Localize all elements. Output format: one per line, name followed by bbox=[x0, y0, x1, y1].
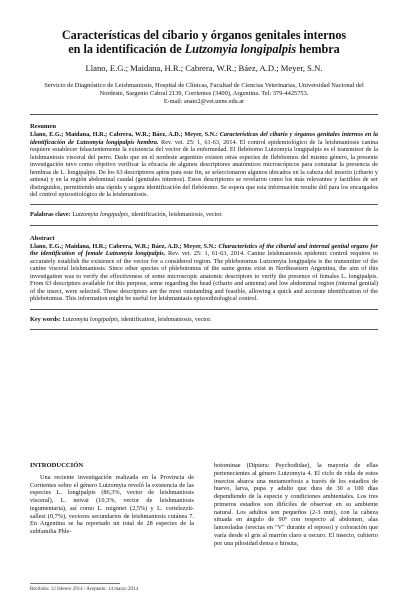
author-list: Llano, E.G.; Maidana, H.R.; Cabrera, W.R.; Báez, A.D.; Meyer, S.N. bbox=[85, 63, 323, 73]
body-columns bbox=[30, 462, 378, 547]
abstract-citation-title: Characteristics of the cibarial and internal genital organs for the identification of female Lutzomyia longipalpis. bbox=[30, 242, 378, 258]
affiliation: Servicio de Diagnóstico de Leishmaniosis, Hospital de Clínicas, Facultad de Ciencias Veterinarias, Universidad Nacional del Nordeste, Sargento Cabral 2139, Corrientes (3400), Argentina. Tel: 379-4425753. bbox=[44, 82, 364, 98]
resumen-heading: Resumen bbox=[30, 123, 57, 131]
footnote-rule bbox=[30, 583, 120, 584]
resumen-citation-authors: Llano, E.G.; Maidana, H.R.; Cabrera, W.R.; Báez, A.D.; Meyer, S.N.: bbox=[30, 131, 220, 139]
abstract-text bbox=[30, 243, 378, 303]
palabras-clave bbox=[30, 211, 378, 219]
key-words-label: Key words: bbox=[30, 315, 61, 323]
resumen-body: El control epidemiológico de la leishmaniosis canina requiere establecer fehacientemente la existencia del vector de la enfermedad. El flebótomo Lutzomyia longipalpis es el transmisor de la leishmaniosis visceral del perro. Dado que en el nordeste argentino existen otras especies de flebótomos del mismo género, la presente investigación tuvo como objetivo verificar la eficacia de algunos descriptores anatómicos microscópicos para constatar la presencia de hembras de L. longipalpis. De los 63 descriptores aptos para este fin, se seleccionaron algunos ubicados en la cabeza del insecto (cibario y antena) y en la región abdominal caudal (genitales internos). Estos descriptores se revelaron como los más relevantes y factibles de ser distinguidos, permitiendo una rápida y segura identificación del flebótomo. Se espera que esta información resulte útil para los encargados del control epizootiológico de la leishmaniosis. bbox=[30, 138, 378, 199]
right-column bbox=[214, 462, 378, 547]
intro-paragraph-right: botominae (Diptera: Psychodidae), la mayoria de ellas pertenecientes al género Lutzomyia 4. El ciclo de vida de estos insectos abarca una metamorfosis a través de los estadios de huevo, larva, pupa y adulto que dura de 30 a 100 días dependiendo de la especie y condiciones ambientales. Los tres primeros estadios son difíciles de observar en su ambiente natural. Los adultos son pequeños (2-3 mm), con la cabeza situada en ángulo de 90º con respecto al abdomen, alas lanceoladas (erectas en "V" durante el reposo) y coloración que varía desde el gris al marrón claro u oscuro. El insecto, cubierto por una pilosidad densa e hirsuta, bbox=[214, 462, 378, 547]
email-address[interactable]: E-mail: anato2@vet.unne.edu.ar bbox=[163, 98, 245, 106]
divider bbox=[30, 225, 378, 226]
title-line-2-suffix: hembra bbox=[296, 42, 340, 56]
key-words-species: Lutzomyia longipalpis bbox=[60, 315, 119, 323]
title-line-2-prefix: en la identificación de bbox=[68, 42, 185, 56]
intro-paragraph-left: Una reciente investigación realizada en la Provincia de Corrientes sobre el género Lutzomyia reveló la existencia de las especies L. longipalpis (86,3%, vector de leishmaniosis visceral), L. neivai (10,3%, vector de leishmaniosis tegumentaria), así como L. migonei (2,5%) y L. cortelezzii-sallesi (0,7%), vectores secundarios de leishmaniosis cutánea 7. En Argentina se ha reportado un total de 28 especies de la subfamilia Phle- bbox=[30, 473, 194, 535]
divider bbox=[30, 309, 378, 310]
abstract-heading: Abstract bbox=[30, 234, 55, 242]
abstract-citation-ref: Rev. vet. 25: 1, 61-63, 2014. bbox=[165, 250, 245, 258]
palabras-clave-rest: , identificación, leishmaniosis, vector. bbox=[128, 211, 223, 219]
divider bbox=[30, 204, 378, 205]
title-line-1: Características del cibario y órganos genitales internos bbox=[61, 28, 347, 42]
divider bbox=[30, 329, 378, 330]
received-accepted-note: Recibido: 12 febrero 2014 / Aceptado: 14 marzo 2014 bbox=[30, 587, 139, 592]
abstract-body: Canine leishmaniosis epidemic control requires to accurately establish the existence of the vector for a considered region. The phlebotomus Lutzomyia longipalpis is the transmitter of the canine visceral leishmaniosis. Since other species of phlebotomus of the same genus exist in Northeastern Argentina, the aim of this investigation was to verify the effectiveness of some microscopic anatomic descriptors to verify the presence of females L. longipalpis. From 63 descriptors available for this purpose, some regarding the head (cibario and antenna) and low abdominal region (internal genital) of the insect, were selected. These descriptors are the most outstanding and feasible, allowing a quick and accurate identification of the phlebotomus. This information might be useful for leishmaniasis epizoothiological control. bbox=[30, 250, 378, 303]
divider bbox=[30, 114, 378, 115]
abstract-citation-authors: Llano, E.G.; Maidana, H.R.; Cabrera, W.R.; Báez, A.D.; Meyer, S.N.: bbox=[30, 242, 219, 250]
intro-heading: INTRODUCCIÓN bbox=[30, 462, 84, 469]
resumen-citation-title: Características del cibario y órganos genitales internos en la identificación de Lutzomyia longipalpis hembra. bbox=[30, 131, 378, 146]
resumen-citation-ref: Rev. vet. 25: 1, 61-63, 2014. bbox=[158, 138, 238, 146]
left-column bbox=[30, 462, 194, 547]
palabras-clave-species: Lutzomyia longipalpis bbox=[70, 211, 129, 219]
key-words-rest: , identification, leishmaniosis, vector. bbox=[118, 315, 212, 323]
palabras-clave-label: Palabras clave: bbox=[30, 211, 71, 219]
title-species: Lutzomyia longipalpis bbox=[184, 42, 297, 56]
paper-title bbox=[30, 28, 378, 56]
key-words bbox=[30, 316, 378, 324]
resumen-text bbox=[30, 131, 378, 198]
